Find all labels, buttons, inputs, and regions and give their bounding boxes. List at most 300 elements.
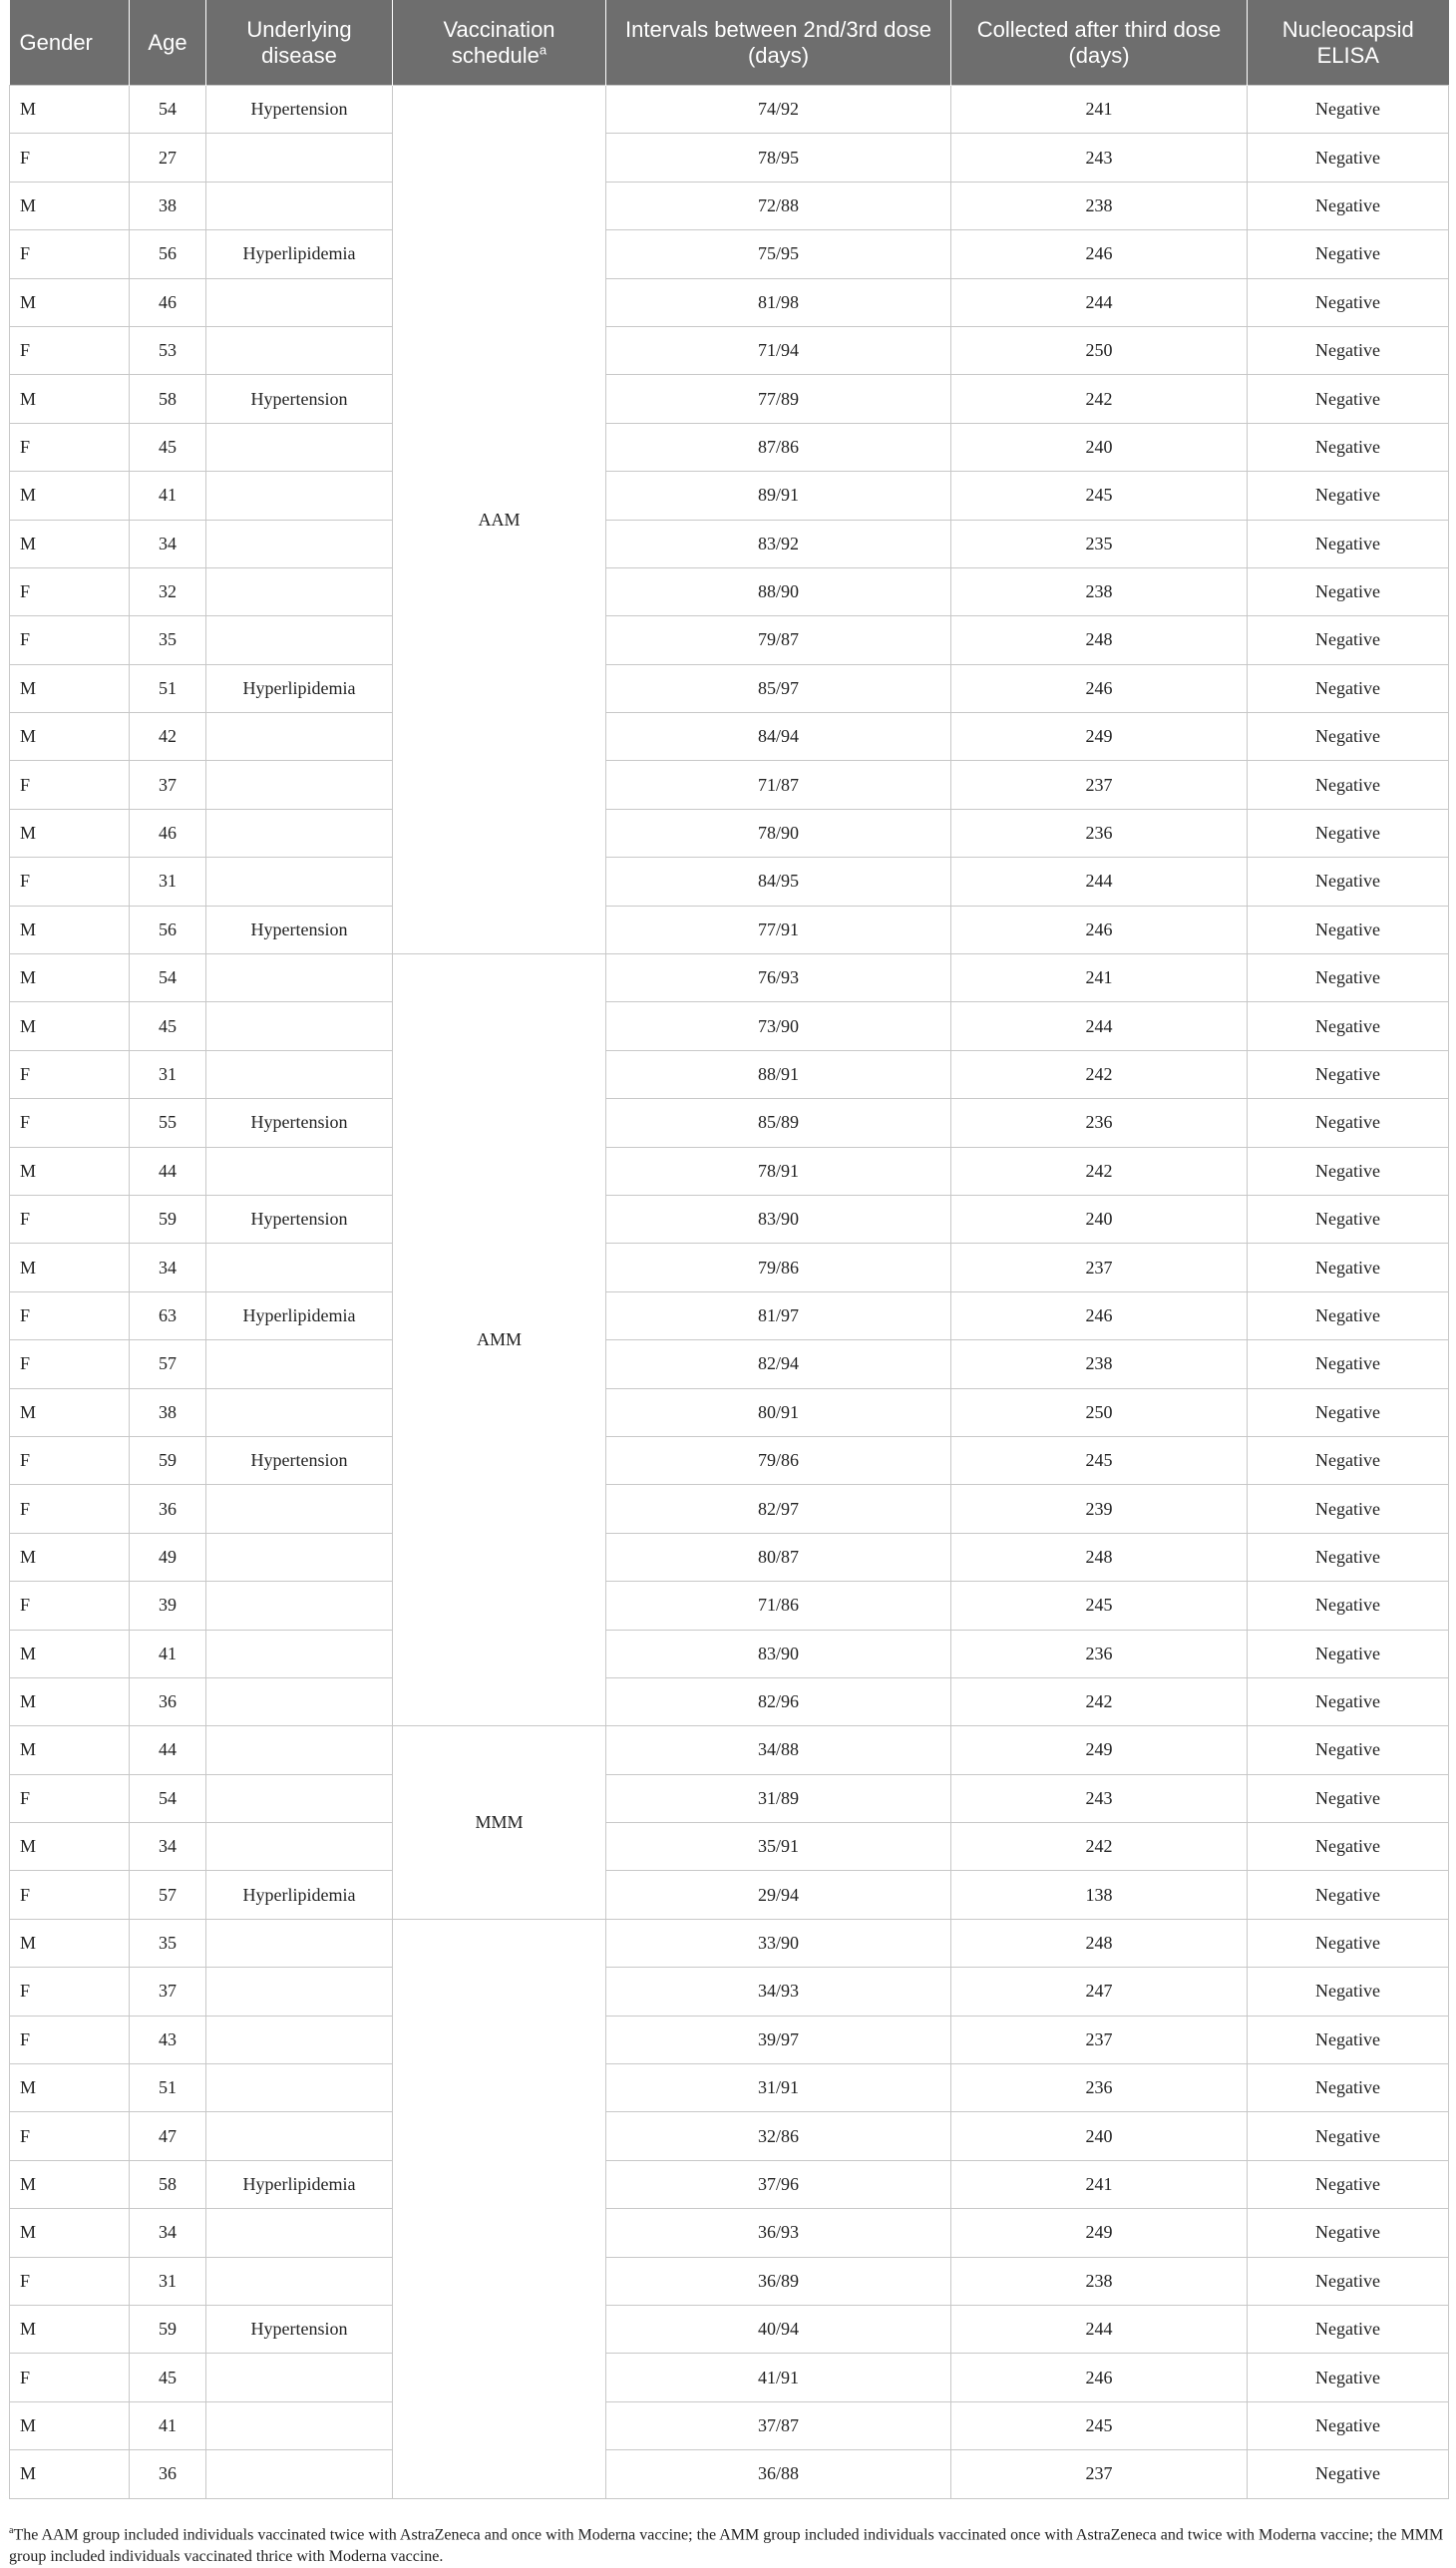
interval-cell: 79/86 bbox=[606, 1436, 951, 1484]
collected-days-cell: 244 bbox=[951, 278, 1248, 326]
age-cell: 45 bbox=[130, 2354, 206, 2401]
age-cell: 59 bbox=[130, 1436, 206, 1484]
collected-days-cell: 244 bbox=[951, 1002, 1248, 1050]
interval-cell: 40/94 bbox=[606, 2305, 951, 2353]
header-footnote-marker: a bbox=[539, 42, 547, 58]
interval-cell: 78/91 bbox=[606, 1147, 951, 1195]
interval-cell: 35/91 bbox=[606, 1823, 951, 1871]
table-row bbox=[10, 906, 1449, 953]
elisa-cell: Negative bbox=[1248, 278, 1449, 326]
age-cell: 54 bbox=[130, 1774, 206, 1822]
interval-cell: 78/90 bbox=[606, 809, 951, 857]
elisa-cell: Negative bbox=[1248, 2016, 1449, 2063]
gender-cell: M bbox=[10, 182, 130, 229]
gender-cell: F bbox=[10, 567, 130, 615]
elisa-cell: Negative bbox=[1248, 1050, 1449, 1098]
collected-days-cell: 236 bbox=[951, 1630, 1248, 1677]
table-row bbox=[10, 1388, 1449, 1436]
elisa-cell: Negative bbox=[1248, 906, 1449, 953]
table-row bbox=[10, 2450, 1449, 2498]
gender-cell: F bbox=[10, 1291, 130, 1339]
interval-cell: 88/90 bbox=[606, 567, 951, 615]
gender-cell: F bbox=[10, 616, 130, 664]
age-cell: 37 bbox=[130, 761, 206, 809]
gender-cell: F bbox=[10, 2016, 130, 2063]
interval-cell: 88/91 bbox=[606, 1050, 951, 1098]
table-row bbox=[10, 1147, 1449, 1195]
disease-cell bbox=[206, 2016, 393, 2063]
table-row bbox=[10, 1630, 1449, 1677]
table-row bbox=[10, 2016, 1449, 2063]
elisa-cell: Negative bbox=[1248, 134, 1449, 182]
vaccination-schedule-cell: MMM bbox=[393, 1726, 606, 1920]
gender-cell: F bbox=[10, 423, 130, 471]
age-cell: 56 bbox=[130, 230, 206, 278]
interval-cell: 87/86 bbox=[606, 423, 951, 471]
collected-days-cell: 236 bbox=[951, 2064, 1248, 2112]
gender-cell: M bbox=[10, 375, 130, 423]
interval-cell: 81/97 bbox=[606, 1291, 951, 1339]
disease-cell bbox=[206, 809, 393, 857]
gender-cell: M bbox=[10, 809, 130, 857]
table-row bbox=[10, 2401, 1449, 2449]
gender-cell: M bbox=[10, 2160, 130, 2208]
table-row bbox=[10, 1968, 1449, 2016]
age-cell: 59 bbox=[130, 1195, 206, 1243]
gender-cell: M bbox=[10, 713, 130, 761]
collected-days-cell: 239 bbox=[951, 1485, 1248, 1533]
table-row bbox=[10, 2354, 1449, 2401]
table-row bbox=[10, 1291, 1449, 1339]
age-cell: 36 bbox=[130, 2450, 206, 2498]
disease-cell: Hyperlipidemia bbox=[206, 1291, 393, 1339]
gender-cell: F bbox=[10, 1436, 130, 1484]
interval-cell: 79/87 bbox=[606, 616, 951, 664]
age-cell: 63 bbox=[130, 1291, 206, 1339]
gender-cell: M bbox=[10, 1002, 130, 1050]
age-cell: 58 bbox=[130, 2160, 206, 2208]
collected-days-cell: 248 bbox=[951, 616, 1248, 664]
interval-cell: 79/86 bbox=[606, 1244, 951, 1291]
table-row bbox=[10, 1050, 1449, 1098]
disease-cell bbox=[206, 1002, 393, 1050]
disease-cell bbox=[206, 278, 393, 326]
age-cell: 34 bbox=[130, 1823, 206, 1871]
age-cell: 57 bbox=[130, 1871, 206, 1919]
table-row bbox=[10, 423, 1449, 471]
age-cell: 35 bbox=[130, 616, 206, 664]
collected-days-cell: 238 bbox=[951, 2257, 1248, 2305]
disease-cell bbox=[206, 2450, 393, 2498]
elisa-cell: Negative bbox=[1248, 1002, 1449, 1050]
table-row bbox=[10, 1340, 1449, 1388]
age-cell: 51 bbox=[130, 664, 206, 712]
table-row bbox=[10, 1436, 1449, 1484]
disease-cell: Hyperlipidemia bbox=[206, 230, 393, 278]
interval-cell: 85/97 bbox=[606, 664, 951, 712]
age-cell: 56 bbox=[130, 906, 206, 953]
age-cell: 53 bbox=[130, 326, 206, 374]
table-row bbox=[10, 2305, 1449, 2353]
interval-cell: 82/97 bbox=[606, 1485, 951, 1533]
interval-cell: 77/89 bbox=[606, 375, 951, 423]
table-row bbox=[10, 1195, 1449, 1243]
disease-cell bbox=[206, 954, 393, 1002]
collected-days-cell: 237 bbox=[951, 761, 1248, 809]
table-row bbox=[10, 2257, 1449, 2305]
table-row bbox=[10, 134, 1449, 182]
elisa-cell: Negative bbox=[1248, 1677, 1449, 1725]
interval-cell: 83/90 bbox=[606, 1195, 951, 1243]
disease-cell: Hypertension bbox=[206, 86, 393, 134]
collected-days-cell: 245 bbox=[951, 2401, 1248, 2449]
interval-cell: 85/89 bbox=[606, 1099, 951, 1147]
age-cell: 44 bbox=[130, 1147, 206, 1195]
age-cell: 59 bbox=[130, 2305, 206, 2353]
collected-days-cell: 244 bbox=[951, 2305, 1248, 2353]
elisa-cell: Negative bbox=[1248, 761, 1449, 809]
elisa-cell: Negative bbox=[1248, 1968, 1449, 2016]
collected-days-cell: 246 bbox=[951, 1291, 1248, 1339]
age-cell: 27 bbox=[130, 134, 206, 182]
age-cell: 54 bbox=[130, 954, 206, 1002]
collected-days-cell: 242 bbox=[951, 1677, 1248, 1725]
disease-cell bbox=[206, 713, 393, 761]
gender-cell: F bbox=[10, 858, 130, 906]
header-nucleocapsid-elisa: Nucleocapsid ELISA bbox=[1248, 0, 1449, 86]
collected-days-cell: 248 bbox=[951, 1919, 1248, 1967]
elisa-cell: Negative bbox=[1248, 858, 1449, 906]
interval-cell: 39/97 bbox=[606, 2016, 951, 2063]
interval-cell: 77/91 bbox=[606, 906, 951, 953]
interval-cell: 81/98 bbox=[606, 278, 951, 326]
age-cell: 31 bbox=[130, 858, 206, 906]
footnote-text: The AAM group included individuals vaccinated twice with AstraZeneca and once with Moderna vaccine; the AMM group included individuals vaccinated once with AstraZeneca and twice with Moderna vaccine; the MMM group included individuals vaccinated thrice with Moderna vaccine. bbox=[9, 2526, 1444, 2566]
elisa-cell: Negative bbox=[1248, 375, 1449, 423]
age-cell: 34 bbox=[130, 520, 206, 567]
elisa-cell: Negative bbox=[1248, 567, 1449, 615]
age-cell: 35 bbox=[130, 1919, 206, 1967]
disease-cell bbox=[206, 1533, 393, 1581]
table-row bbox=[10, 1677, 1449, 1725]
elisa-cell: Negative bbox=[1248, 1436, 1449, 1484]
disease-cell: Hypertension bbox=[206, 906, 393, 953]
age-cell: 36 bbox=[130, 1677, 206, 1725]
footnote-marker: a bbox=[9, 2525, 14, 2536]
disease-cell bbox=[206, 326, 393, 374]
disease-cell bbox=[206, 1630, 393, 1677]
disease-cell bbox=[206, 1823, 393, 1871]
table-row bbox=[10, 809, 1449, 857]
vaccination-schedule-cell: AAM bbox=[393, 86, 606, 954]
collected-days-cell: 241 bbox=[951, 954, 1248, 1002]
disease-cell bbox=[206, 1244, 393, 1291]
table-row bbox=[10, 567, 1449, 615]
gender-cell: M bbox=[10, 2209, 130, 2257]
interval-cell: 83/90 bbox=[606, 1630, 951, 1677]
age-cell: 45 bbox=[130, 1002, 206, 1050]
disease-cell bbox=[206, 1582, 393, 1630]
collected-days-cell: 245 bbox=[951, 1582, 1248, 1630]
age-cell: 55 bbox=[130, 1099, 206, 1147]
table-row bbox=[10, 1582, 1449, 1630]
disease-cell bbox=[206, 761, 393, 809]
gender-cell: F bbox=[10, 2112, 130, 2160]
gender-cell: M bbox=[10, 954, 130, 1002]
table-row bbox=[10, 1002, 1449, 1050]
table-row bbox=[10, 1871, 1449, 1919]
interval-cell: 36/88 bbox=[606, 2450, 951, 2498]
gender-cell: M bbox=[10, 86, 130, 134]
table-row bbox=[10, 1244, 1449, 1291]
header-underlying-disease: Underlying disease bbox=[206, 0, 393, 86]
collected-days-cell: 244 bbox=[951, 858, 1248, 906]
table-footnote bbox=[9, 2520, 1448, 2568]
age-cell: 41 bbox=[130, 472, 206, 520]
interval-cell: 34/88 bbox=[606, 1726, 951, 1774]
table-row bbox=[10, 520, 1449, 567]
interval-cell: 73/90 bbox=[606, 1002, 951, 1050]
gender-cell: M bbox=[10, 2450, 130, 2498]
age-cell: 51 bbox=[130, 2064, 206, 2112]
gender-cell: M bbox=[10, 906, 130, 953]
gender-cell: M bbox=[10, 1630, 130, 1677]
table-row bbox=[10, 1726, 1449, 1774]
elisa-cell: Negative bbox=[1248, 2401, 1449, 2449]
gender-cell: M bbox=[10, 1147, 130, 1195]
gender-cell: M bbox=[10, 2064, 130, 2112]
gender-cell: M bbox=[10, 2401, 130, 2449]
elisa-cell: Negative bbox=[1248, 2450, 1449, 2498]
table-row bbox=[10, 375, 1449, 423]
header-vaccination-schedule bbox=[393, 0, 606, 86]
interval-cell: 41/91 bbox=[606, 2354, 951, 2401]
elisa-cell: Negative bbox=[1248, 2257, 1449, 2305]
elisa-cell: Negative bbox=[1248, 616, 1449, 664]
elisa-cell: Negative bbox=[1248, 1582, 1449, 1630]
disease-cell bbox=[206, 1726, 393, 1774]
table-row bbox=[10, 664, 1449, 712]
gender-cell: F bbox=[10, 2257, 130, 2305]
collected-days-cell: 242 bbox=[951, 1147, 1248, 1195]
gender-cell: F bbox=[10, 326, 130, 374]
interval-cell: 29/94 bbox=[606, 1871, 951, 1919]
age-cell: 44 bbox=[130, 1726, 206, 1774]
collected-days-cell: 242 bbox=[951, 1823, 1248, 1871]
elisa-cell: Negative bbox=[1248, 1244, 1449, 1291]
elisa-cell: Negative bbox=[1248, 1630, 1449, 1677]
elisa-cell: Negative bbox=[1248, 423, 1449, 471]
table-row bbox=[10, 1823, 1449, 1871]
interval-cell: 31/89 bbox=[606, 1774, 951, 1822]
gender-cell: F bbox=[10, 761, 130, 809]
vaccination-schedule-cell bbox=[393, 1919, 606, 2498]
disease-cell bbox=[206, 423, 393, 471]
interval-cell: 80/87 bbox=[606, 1533, 951, 1581]
vaccination-table bbox=[9, 0, 1449, 2499]
collected-days-cell: 241 bbox=[951, 86, 1248, 134]
table-row bbox=[10, 326, 1449, 374]
interval-cell: 82/94 bbox=[606, 1340, 951, 1388]
disease-cell bbox=[206, 2257, 393, 2305]
disease-cell bbox=[206, 567, 393, 615]
age-cell: 34 bbox=[130, 2209, 206, 2257]
age-cell: 36 bbox=[130, 1485, 206, 1533]
collected-days-cell: 238 bbox=[951, 1340, 1248, 1388]
gender-cell: M bbox=[10, 1823, 130, 1871]
gender-cell: F bbox=[10, 134, 130, 182]
collected-days-cell: 246 bbox=[951, 230, 1248, 278]
collected-days-cell: 240 bbox=[951, 423, 1248, 471]
gender-cell: F bbox=[10, 1195, 130, 1243]
table-row bbox=[10, 2064, 1449, 2112]
table-row bbox=[10, 472, 1449, 520]
interval-cell: 36/89 bbox=[606, 2257, 951, 2305]
collected-days-cell: 247 bbox=[951, 1968, 1248, 2016]
elisa-cell: Negative bbox=[1248, 2305, 1449, 2353]
gender-cell: F bbox=[10, 1485, 130, 1533]
age-cell: 41 bbox=[130, 2401, 206, 2449]
interval-cell: 71/94 bbox=[606, 326, 951, 374]
gender-cell: M bbox=[10, 1388, 130, 1436]
table-body bbox=[10, 86, 1449, 2499]
table-row bbox=[10, 230, 1449, 278]
disease-cell bbox=[206, 1774, 393, 1822]
disease-cell: Hypertension bbox=[206, 1099, 393, 1147]
age-cell: 41 bbox=[130, 1630, 206, 1677]
collected-days-cell: 240 bbox=[951, 2112, 1248, 2160]
disease-cell: Hyperlipidemia bbox=[206, 2160, 393, 2208]
elisa-cell: Negative bbox=[1248, 2112, 1449, 2160]
elisa-cell: Negative bbox=[1248, 1871, 1449, 1919]
disease-cell: Hypertension bbox=[206, 2305, 393, 2353]
elisa-cell: Negative bbox=[1248, 2209, 1449, 2257]
elisa-cell: Negative bbox=[1248, 809, 1449, 857]
collected-days-cell: 237 bbox=[951, 2016, 1248, 2063]
elisa-cell: Negative bbox=[1248, 1099, 1449, 1147]
age-cell: 54 bbox=[130, 86, 206, 134]
table-row bbox=[10, 858, 1449, 906]
header-collected-after-third-dose: Collected after third dose (days) bbox=[951, 0, 1248, 86]
elisa-cell: Negative bbox=[1248, 1774, 1449, 1822]
collected-days-cell: 245 bbox=[951, 472, 1248, 520]
table-row bbox=[10, 1099, 1449, 1147]
table-row bbox=[10, 616, 1449, 664]
table-row bbox=[10, 86, 1449, 134]
disease-cell bbox=[206, 1968, 393, 2016]
elisa-cell: Negative bbox=[1248, 1485, 1449, 1533]
collected-days-cell: 245 bbox=[951, 1436, 1248, 1484]
collected-days-cell: 238 bbox=[951, 182, 1248, 229]
age-cell: 58 bbox=[130, 375, 206, 423]
age-cell: 39 bbox=[130, 1582, 206, 1630]
elisa-cell: Negative bbox=[1248, 2064, 1449, 2112]
gender-cell: F bbox=[10, 1340, 130, 1388]
age-cell: 46 bbox=[130, 809, 206, 857]
elisa-cell: Negative bbox=[1248, 713, 1449, 761]
age-cell: 43 bbox=[130, 2016, 206, 2063]
gender-cell: M bbox=[10, 664, 130, 712]
disease-cell bbox=[206, 1340, 393, 1388]
interval-cell: 37/87 bbox=[606, 2401, 951, 2449]
interval-cell: 84/95 bbox=[606, 858, 951, 906]
disease-cell bbox=[206, 520, 393, 567]
disease-cell: Hypertension bbox=[206, 1195, 393, 1243]
age-cell: 45 bbox=[130, 423, 206, 471]
header-vaccination-schedule-label: Vaccination schedule bbox=[443, 16, 555, 68]
gender-cell: F bbox=[10, 1968, 130, 2016]
collected-days-cell: 237 bbox=[951, 2450, 1248, 2498]
interval-cell: 78/95 bbox=[606, 134, 951, 182]
disease-cell bbox=[206, 2064, 393, 2112]
collected-days-cell: 246 bbox=[951, 906, 1248, 953]
disease-cell bbox=[206, 2209, 393, 2257]
elisa-cell: Negative bbox=[1248, 2160, 1449, 2208]
elisa-cell: Negative bbox=[1248, 1919, 1449, 1967]
gender-cell: M bbox=[10, 1726, 130, 1774]
table-row bbox=[10, 182, 1449, 229]
table-row bbox=[10, 2209, 1449, 2257]
collected-days-cell: 250 bbox=[951, 326, 1248, 374]
age-cell: 31 bbox=[130, 1050, 206, 1098]
elisa-cell: Negative bbox=[1248, 230, 1449, 278]
collected-days-cell: 235 bbox=[951, 520, 1248, 567]
elisa-cell: Negative bbox=[1248, 326, 1449, 374]
elisa-cell: Negative bbox=[1248, 1388, 1449, 1436]
table-row bbox=[10, 761, 1449, 809]
interval-cell: 34/93 bbox=[606, 1968, 951, 2016]
disease-cell bbox=[206, 858, 393, 906]
age-cell: 49 bbox=[130, 1533, 206, 1581]
header-dose-intervals: Intervals between 2nd/3rd dose (days) bbox=[606, 0, 951, 86]
disease-cell bbox=[206, 472, 393, 520]
collected-days-cell: 236 bbox=[951, 809, 1248, 857]
elisa-cell: Negative bbox=[1248, 1726, 1449, 1774]
disease-cell bbox=[206, 182, 393, 229]
table-header bbox=[10, 0, 1449, 86]
age-cell: 38 bbox=[130, 182, 206, 229]
interval-cell: 82/96 bbox=[606, 1677, 951, 1725]
disease-cell bbox=[206, 1050, 393, 1098]
header-row bbox=[10, 0, 1449, 86]
gender-cell: M bbox=[10, 1919, 130, 1967]
elisa-cell: Negative bbox=[1248, 1533, 1449, 1581]
gender-cell: F bbox=[10, 1582, 130, 1630]
age-cell: 38 bbox=[130, 1388, 206, 1436]
disease-cell bbox=[206, 1919, 393, 1967]
elisa-cell: Negative bbox=[1248, 86, 1449, 134]
disease-cell: Hypertension bbox=[206, 1436, 393, 1484]
age-cell: 46 bbox=[130, 278, 206, 326]
elisa-cell: Negative bbox=[1248, 1291, 1449, 1339]
gender-cell: F bbox=[10, 1099, 130, 1147]
interval-cell: 37/96 bbox=[606, 2160, 951, 2208]
elisa-cell: Negative bbox=[1248, 2354, 1449, 2401]
gender-cell: M bbox=[10, 520, 130, 567]
gender-cell: M bbox=[10, 472, 130, 520]
table-row bbox=[10, 2112, 1449, 2160]
age-cell: 57 bbox=[130, 1340, 206, 1388]
gender-cell: F bbox=[10, 1774, 130, 1822]
disease-cell bbox=[206, 1388, 393, 1436]
interval-cell: 71/86 bbox=[606, 1582, 951, 1630]
table-row bbox=[10, 954, 1449, 1002]
table-row bbox=[10, 1485, 1449, 1533]
disease-cell bbox=[206, 2354, 393, 2401]
gender-cell: M bbox=[10, 278, 130, 326]
age-cell: 37 bbox=[130, 1968, 206, 2016]
gender-cell: F bbox=[10, 1871, 130, 1919]
